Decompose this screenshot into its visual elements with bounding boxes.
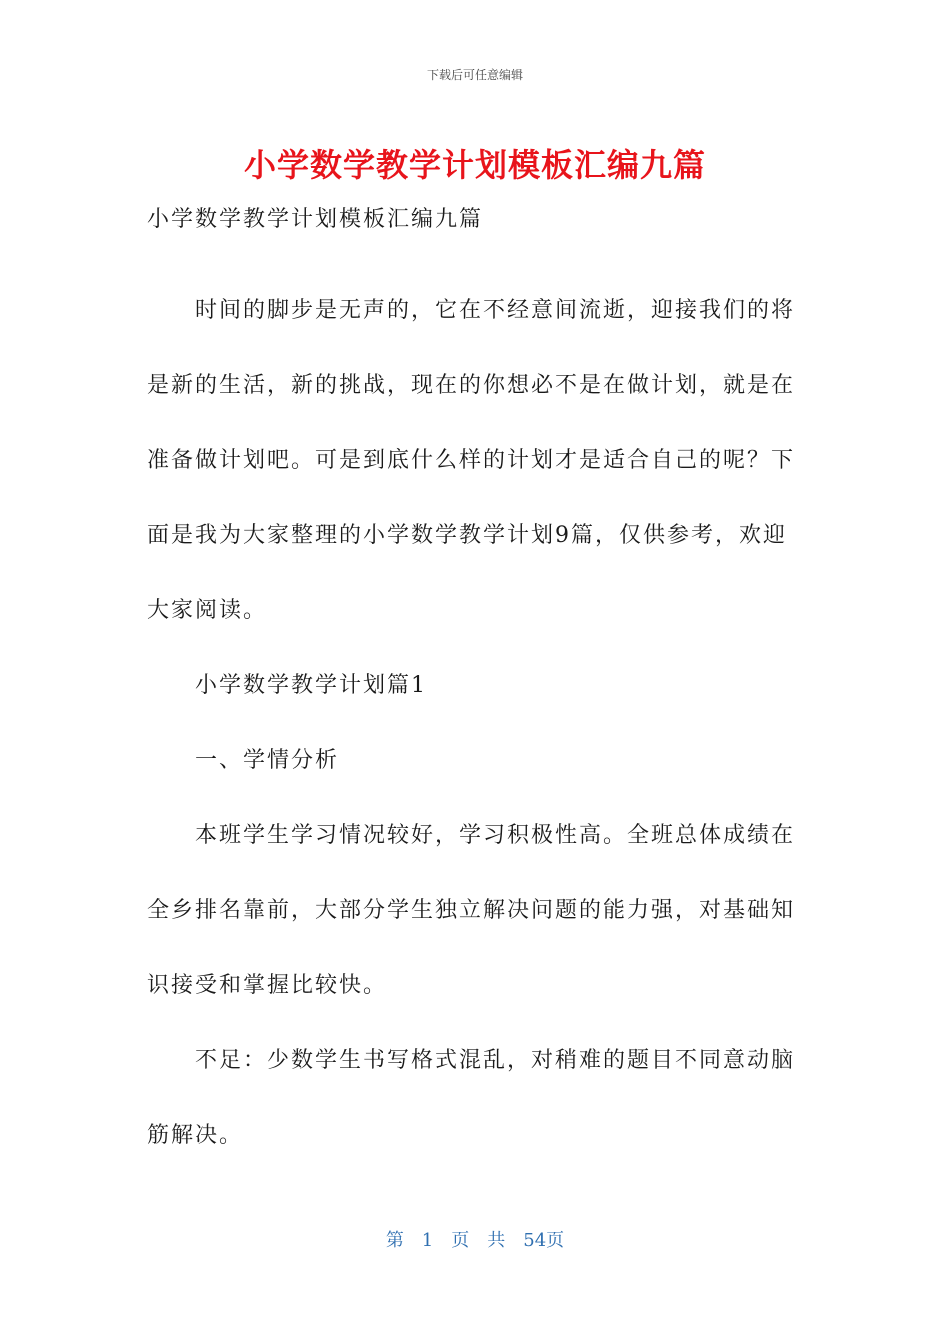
document-title: 小学数学教学计划模板汇编九篇 [243,146,706,184]
intro-paragraph: 时间的脚步是无声的，它在不经意间流逝，迎接我们的将是新的生活，新的挑战，现在的你想必不是在做计划，就是在准备做计划吧。可是到底什么样的计划才是适合自己的呢？下面是我为大家整理的小学数学教学计划9篇，仅供参考，欢迎大家阅读。 [147,298,796,623]
section-heading: 小学数学教学计划篇1 [195,673,427,698]
shortcoming-paragraph: 不足：少数学生书写格式混乱，对稍难的题目不同意动脑筋解决。 [147,1048,796,1148]
header-note: 下载后可任意编辑 [426,68,523,82]
document-body [147,198,795,1173]
analysis-paragraph: 本班学生学习情况较好，学习积极性高。全班总体成绩在全乡排名靠前，大部分学生独立解决问题的能力强，对基础知识接受和掌握比较快。 [147,823,796,998]
subsection-heading: 一、学情分析 [195,748,340,773]
page-number-footer: 第 1 页 共 54页 [385,1230,565,1251]
subtitle-paragraph: 小学数学教学计划模板汇编九篇 [147,207,484,232]
